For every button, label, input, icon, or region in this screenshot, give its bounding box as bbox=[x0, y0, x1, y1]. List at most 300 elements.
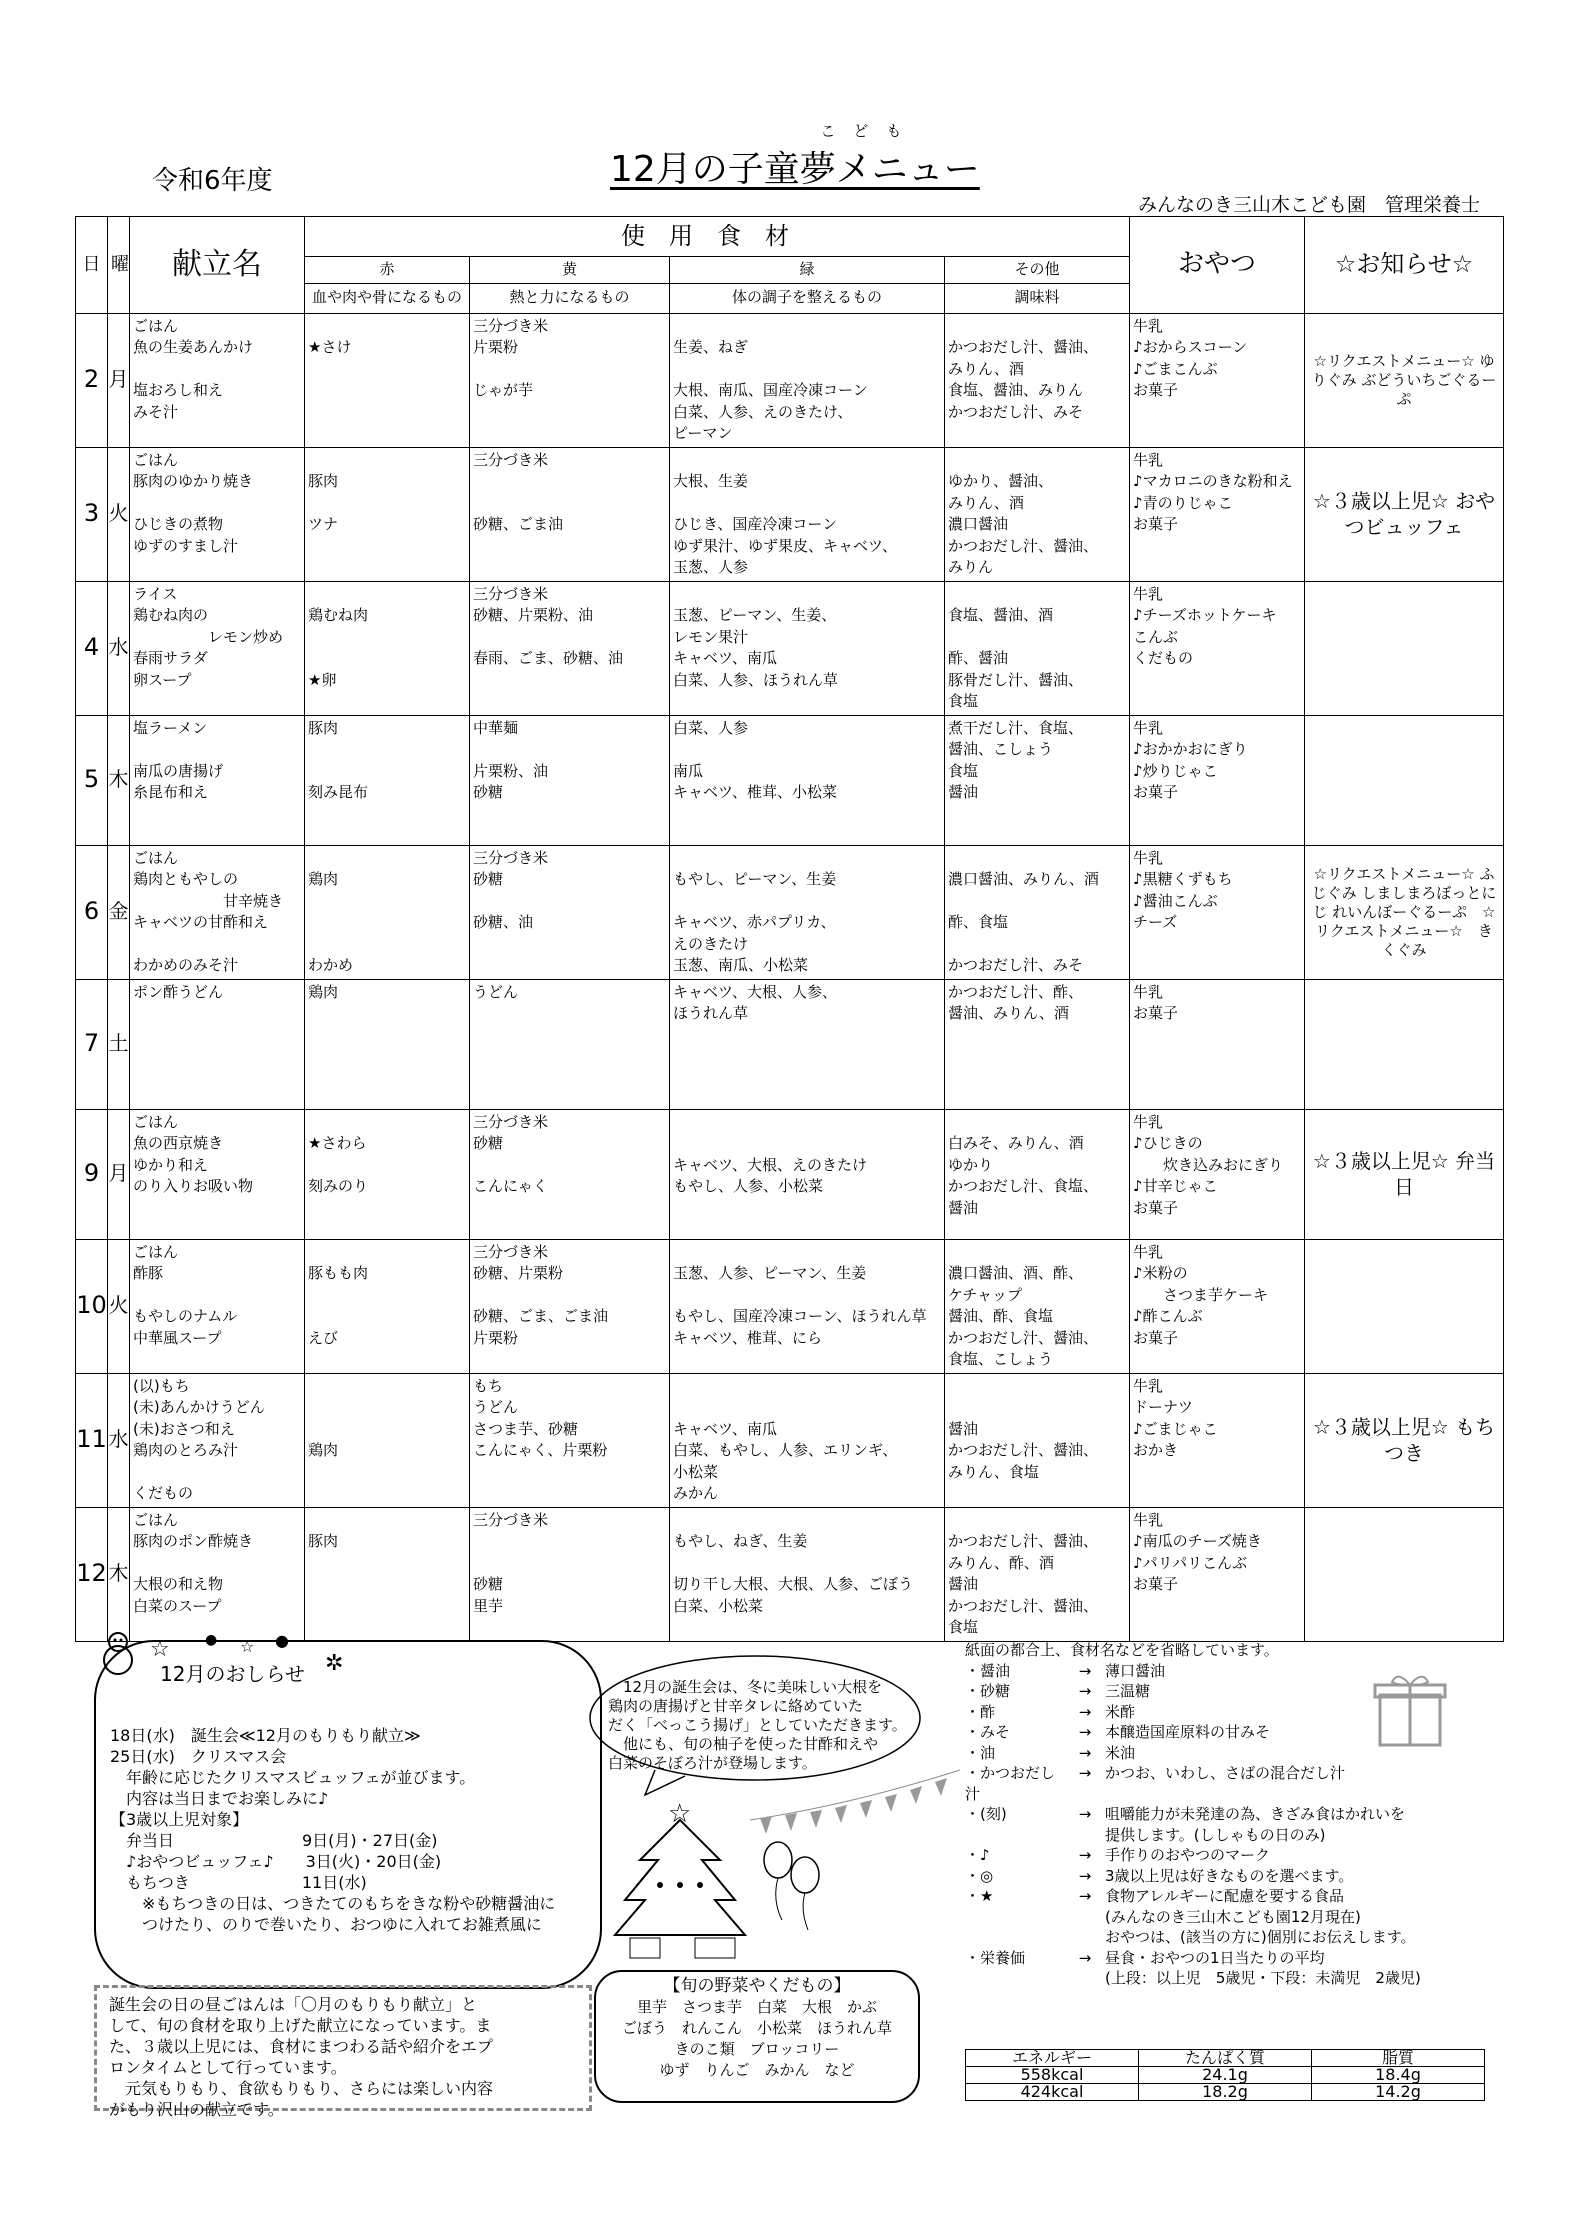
snack-line: 牛乳 bbox=[1133, 450, 1164, 469]
other-line: かつおだし汁、醤油、 bbox=[948, 1328, 1099, 1347]
green-line bbox=[673, 1285, 941, 1307]
menu-line: 大根の和え物 bbox=[133, 1575, 224, 1593]
note-row bbox=[965, 1681, 1421, 1702]
note-row bbox=[965, 1661, 1421, 1682]
other-line: ゆかり、醤油、 bbox=[948, 472, 1054, 490]
green-line bbox=[673, 1510, 941, 1532]
note-row bbox=[965, 1743, 1421, 1764]
menu-line bbox=[133, 739, 301, 761]
menu-line: (未)あんかけうどん bbox=[133, 1398, 265, 1416]
note-row bbox=[965, 1804, 1421, 1825]
red-line bbox=[308, 450, 466, 472]
nutrition-cell: 424kcal bbox=[966, 2084, 1139, 2101]
weekday-cell: 木 bbox=[108, 715, 130, 845]
other-line: 濃口醤油、酒、酢、 bbox=[948, 1264, 1084, 1282]
season-heading: 【旬の野菜やくだもの】 bbox=[663, 1976, 851, 1996]
menu-line: (以)もち bbox=[133, 1376, 190, 1395]
red-line bbox=[308, 1242, 466, 1264]
header-other: その他 bbox=[945, 257, 1130, 284]
season-line: ゆず りんご みかん など bbox=[659, 2061, 855, 2079]
news-lines bbox=[110, 1725, 555, 1935]
green-line: もやし、人参、小松菜 bbox=[673, 1177, 824, 1195]
menu-line: ごはん bbox=[133, 1242, 179, 1261]
yellow-line: 砂糖 bbox=[473, 1575, 504, 1593]
yellow-line: 砂糖、油 bbox=[473, 913, 534, 931]
yellow-line: 里芋 bbox=[473, 1596, 504, 1615]
other-line: 煮干だし汁、食塩、 bbox=[948, 718, 1084, 737]
yellow-line: さつま芋、砂糖 bbox=[473, 1419, 579, 1438]
green-line bbox=[673, 1242, 941, 1264]
red-line bbox=[308, 912, 466, 934]
other-line bbox=[948, 1510, 1126, 1532]
arrow-icon: → bbox=[1078, 1661, 1092, 1680]
season-box bbox=[594, 1970, 920, 2103]
other-line: ケチャップ bbox=[948, 1285, 1022, 1304]
snack-line: 牛乳 bbox=[1133, 316, 1164, 335]
red-line: 豚肉 bbox=[308, 1532, 339, 1550]
red-line bbox=[308, 891, 466, 913]
red-line: 鶏肉 bbox=[308, 982, 339, 1001]
yellow-line: 三分づき米 bbox=[473, 1242, 549, 1261]
green-cell bbox=[670, 1239, 945, 1373]
nutrition-cell: 558kcal bbox=[966, 2067, 1139, 2084]
snack-line: 牛乳 bbox=[1133, 848, 1164, 867]
snack-line: おかき bbox=[1133, 1441, 1179, 1459]
day-cell: 4 bbox=[76, 581, 108, 715]
other-line: 醤油、酢、食塩 bbox=[948, 1307, 1054, 1325]
menu-line: ごはん bbox=[133, 848, 179, 867]
green-line: ゆず果汁、ゆず果皮、キャベツ、 bbox=[673, 536, 897, 555]
menu-line: ごはん bbox=[133, 1112, 179, 1131]
red-line: えび bbox=[308, 1328, 339, 1347]
menu-row bbox=[76, 1239, 1504, 1373]
note-key: ・醤油 bbox=[965, 1661, 1011, 1680]
notice-cell bbox=[1305, 581, 1504, 715]
menu-line: みそ汁 bbox=[133, 402, 179, 421]
lunch-line: して、旬の食材を取り上げた献立になっています。ま bbox=[109, 2016, 492, 2035]
other-cell bbox=[945, 1109, 1130, 1239]
green-line bbox=[673, 1553, 941, 1575]
other-line bbox=[948, 450, 1126, 472]
menu-line: 中華風スープ bbox=[133, 1328, 222, 1347]
snack-line: ♪ごまじゃこ bbox=[1133, 1419, 1218, 1438]
yellow-cell bbox=[470, 1373, 670, 1507]
green-line: 玉葱、ピーマン、生姜、 bbox=[673, 606, 837, 624]
green-line: 南瓜 bbox=[673, 761, 704, 780]
menu-line: 酢豚 bbox=[133, 1264, 164, 1282]
red-line: ★さけ bbox=[308, 338, 352, 356]
nutrition-header: たんぱく質 bbox=[1139, 2050, 1312, 2067]
arrow-icon: → bbox=[1078, 1743, 1092, 1762]
other-cell bbox=[945, 1239, 1130, 1373]
yellow-line bbox=[473, 471, 666, 493]
other-line: 食塩 bbox=[948, 761, 979, 780]
note-row bbox=[965, 1722, 1421, 1743]
red-line: 刻み昆布 bbox=[308, 783, 369, 801]
notice-cell bbox=[1305, 1239, 1504, 1373]
green-cell bbox=[670, 845, 945, 979]
arrow-icon: → bbox=[1078, 1846, 1092, 1864]
other-line: かつおだし汁、醤油、 bbox=[948, 1532, 1099, 1550]
red-line bbox=[308, 1419, 466, 1441]
red-cell bbox=[305, 581, 470, 715]
yellow-cell bbox=[470, 581, 670, 715]
header-day: 日 bbox=[76, 217, 108, 314]
note-key: ・油 bbox=[965, 1743, 996, 1762]
news-line: 弁当日 9日(月)・27日(金) bbox=[110, 1831, 438, 1850]
yellow-cell bbox=[470, 715, 670, 845]
snack-line: 牛乳 bbox=[1133, 1112, 1164, 1131]
menu-line: 糸昆布和え bbox=[133, 783, 209, 801]
day-cell: 7 bbox=[76, 979, 108, 1109]
note-value: 提供します。(ししゃもの日のみ) bbox=[1105, 1825, 1326, 1844]
yellow-line: うどん bbox=[473, 982, 519, 1001]
lunch-note bbox=[94, 1985, 592, 2119]
other-line: 醤油、こしょう bbox=[948, 740, 1054, 758]
green-line bbox=[673, 493, 941, 515]
green-line: ほうれん草 bbox=[673, 1004, 749, 1022]
menu-line: 鶏肉のとろみ汁 bbox=[133, 1441, 239, 1459]
other-line bbox=[948, 584, 1126, 606]
green-line: 白菜、人参 bbox=[673, 718, 749, 737]
notice-cell: ☆３歳以上児☆ 弁当日 bbox=[1305, 1109, 1504, 1239]
menu-row bbox=[76, 715, 1504, 845]
snack-line: お菓子 bbox=[1133, 1575, 1179, 1593]
note-row bbox=[965, 1825, 1421, 1846]
menu-row bbox=[76, 447, 1504, 581]
red-line: 鶏肉 bbox=[308, 870, 339, 888]
weekday-cell: 水 bbox=[108, 1373, 130, 1507]
snack-line: 牛乳 bbox=[1133, 1376, 1164, 1395]
news-line: 年齢に応じたクリスマスビュッフェが並びます。 bbox=[110, 1768, 476, 1787]
other-line: 酢、醤油 bbox=[948, 649, 1009, 667]
nutrition-cell: 18.4g bbox=[1312, 2067, 1485, 2084]
menu-line: 鶏肉ともやしの bbox=[133, 870, 239, 888]
other-line: 食塩、醤油、酒 bbox=[948, 606, 1054, 624]
note-value: かつお、いわし、さばの混合だし汁 bbox=[1105, 1764, 1346, 1782]
menu-line: 白菜のスープ bbox=[133, 1596, 222, 1615]
green-line bbox=[673, 739, 941, 761]
red-line: 刻みのり bbox=[308, 1177, 369, 1195]
header-notice: ☆お知らせ☆ bbox=[1305, 217, 1504, 314]
notice-cell: ☆３歳以上児☆ おやつビュッフェ bbox=[1305, 447, 1504, 581]
green-cell bbox=[670, 313, 945, 447]
note-row bbox=[965, 1845, 1421, 1866]
other-line: 濃口醤油 bbox=[948, 515, 1009, 533]
menu-line: くだもの bbox=[133, 1484, 194, 1502]
header-red-sub: 血や肉や骨になるもの bbox=[305, 283, 470, 313]
menu-row bbox=[76, 845, 1504, 979]
snack-line: お菓子 bbox=[1133, 783, 1179, 801]
menu-line bbox=[133, 359, 301, 381]
other-line: かつおだし汁、醤油、 bbox=[948, 536, 1099, 555]
svg-text:☆: ☆ bbox=[668, 1799, 692, 1829]
red-line bbox=[308, 934, 466, 956]
note-key: ・栄養価 bbox=[965, 1948, 1026, 1967]
note-key: ・♪ bbox=[965, 1846, 990, 1864]
red-line bbox=[308, 739, 466, 761]
red-cell bbox=[305, 313, 470, 447]
notice-cell: ☆３歳以上児☆ もちつき bbox=[1305, 1373, 1504, 1507]
green-line: 小松菜 bbox=[673, 1462, 719, 1481]
menu-line: 豚肉のポン酢焼き bbox=[133, 1532, 254, 1550]
menu-cell bbox=[130, 979, 305, 1109]
green-cell bbox=[670, 1109, 945, 1239]
green-line: キャベツ、椎茸、にら bbox=[673, 1328, 822, 1347]
other-line: かつおだし汁、醤油、 bbox=[948, 338, 1099, 356]
menu-line bbox=[133, 1285, 301, 1307]
nutrition-header: エネルギー bbox=[966, 2050, 1139, 2067]
red-cell bbox=[305, 1507, 470, 1641]
green-line bbox=[673, 316, 941, 338]
menu-line: 甘辛焼き bbox=[133, 891, 284, 910]
snack-line: こんぶ bbox=[1133, 627, 1179, 646]
yellow-line: もち bbox=[473, 1376, 504, 1395]
snack-line: ♪炒りじゃこ bbox=[1133, 761, 1218, 780]
header-snack: おやつ bbox=[1130, 217, 1305, 314]
note-value: 手作りのおやつのマーク bbox=[1105, 1846, 1271, 1864]
snack-line: ♪マカロニのきな粉和え bbox=[1133, 472, 1293, 490]
menu-line: わかめのみそ汁 bbox=[133, 956, 239, 974]
arrow-icon bbox=[1065, 1927, 1105, 1948]
yellow-line: 三分づき米 bbox=[473, 1112, 549, 1131]
snack-cell bbox=[1130, 979, 1305, 1109]
menu-line bbox=[133, 934, 301, 956]
svg-text:●: ● bbox=[205, 1632, 218, 1648]
red-line: 鶏肉 bbox=[308, 1441, 339, 1459]
note-row bbox=[965, 1907, 1421, 1928]
green-line: キャベツ、椎茸、小松菜 bbox=[673, 783, 837, 801]
notes-intro: 紙面の都合上、食材名などを省略しています。 bbox=[965, 1641, 1279, 1659]
header-green-sub: 体の調子を整えるもの bbox=[670, 283, 945, 313]
note-key: ・酢 bbox=[965, 1702, 996, 1721]
arrow-icon: → bbox=[1078, 1948, 1092, 1967]
arrow-icon bbox=[1065, 1968, 1105, 1989]
red-cell bbox=[305, 715, 470, 845]
birthday-line: 白菜のそぼろ汁が登場します。 bbox=[608, 1754, 817, 1772]
menu-row bbox=[76, 581, 1504, 715]
note-key: ・みそ bbox=[965, 1723, 1011, 1741]
red-line bbox=[308, 1397, 466, 1419]
green-line bbox=[673, 848, 941, 870]
green-cell bbox=[670, 581, 945, 715]
birthday-line: 12月の誕生会は、冬に美味しい大根を bbox=[608, 1678, 883, 1696]
green-line: みかん bbox=[673, 1484, 719, 1502]
nutrition-header: 脂質 bbox=[1312, 2050, 1485, 2067]
menu-cell bbox=[130, 715, 305, 845]
notice-cell: ☆リクエストメニュー☆ ゆりぐみ ぶどういちごぐるーぷ bbox=[1305, 313, 1504, 447]
header-yellow: 黄 bbox=[470, 257, 670, 284]
snack-cell bbox=[1130, 1507, 1305, 1641]
yellow-line: 中華麺 bbox=[473, 718, 519, 737]
menu-line: 魚の西京焼き bbox=[133, 1134, 224, 1152]
other-line: かつおだし汁、みそ bbox=[948, 402, 1084, 421]
christmas-tree-icon bbox=[600, 1760, 970, 1960]
snack-line: お菓子 bbox=[1133, 1328, 1179, 1347]
red-line bbox=[308, 761, 466, 783]
notice-cell bbox=[1305, 1507, 1504, 1641]
snack-cell bbox=[1130, 581, 1305, 715]
green-line: 玉葱、人参 bbox=[673, 558, 749, 576]
note-value: 米酢 bbox=[1105, 1702, 1136, 1721]
news-line: ※もちつきの日は、つきたてのもちをきな粉や砂糖醤油に bbox=[110, 1894, 556, 1913]
birthday-note bbox=[608, 1678, 907, 1773]
note-key: ・◎ bbox=[965, 1866, 994, 1885]
note-row bbox=[965, 1927, 1421, 1948]
other-line: みりん bbox=[948, 558, 994, 576]
snack-cell bbox=[1130, 447, 1305, 581]
menu-cell bbox=[130, 845, 305, 979]
green-line bbox=[673, 359, 941, 381]
day-cell: 10 bbox=[76, 1239, 108, 1373]
yellow-line bbox=[473, 1155, 666, 1177]
green-line: 白菜、人参、えのきたけ、 bbox=[673, 402, 853, 421]
yellow-line: うどん bbox=[473, 1398, 519, 1416]
weekday-cell: 月 bbox=[108, 1109, 130, 1239]
menu-cell bbox=[130, 1507, 305, 1641]
lunch-line: 元気もりもり、食欲もりもり、さらには楽しい内容 bbox=[109, 2079, 494, 2098]
snack-cell bbox=[1130, 845, 1305, 979]
arrow-icon: → bbox=[1078, 1682, 1092, 1700]
note-value: 米油 bbox=[1105, 1743, 1136, 1762]
note-value: 三温糖 bbox=[1105, 1682, 1151, 1700]
day-cell: 3 bbox=[76, 447, 108, 581]
snack-line: 牛乳 bbox=[1133, 718, 1164, 737]
yellow-line: 片栗粉 bbox=[473, 338, 519, 356]
snack-line: 牛乳 bbox=[1133, 1242, 1164, 1261]
svg-text:✲: ✲ bbox=[325, 1651, 344, 1676]
other-line: かつおだし汁、みそ bbox=[948, 956, 1084, 974]
note-row bbox=[965, 1866, 1421, 1887]
header-weekday: 曜 bbox=[108, 217, 130, 314]
other-line: 醤油、みりん、酒 bbox=[948, 1004, 1069, 1022]
yellow-line bbox=[473, 359, 666, 381]
menu-row bbox=[76, 979, 1504, 1109]
notice-cell: ☆リクエストメニュー☆ ふじぐみ しましまろぼっとにじ れいんぼーぐるーぷ ☆リクエストメニュー☆ き くぐみ bbox=[1305, 845, 1504, 979]
menu-cell bbox=[130, 1239, 305, 1373]
yellow-line: 三分づき米 bbox=[473, 584, 549, 603]
menu-table bbox=[75, 216, 1504, 1642]
other-line bbox=[948, 934, 1126, 956]
header-yellow-sub: 熱と力になるもの bbox=[470, 283, 670, 313]
green-line: 生姜、ねぎ bbox=[673, 338, 749, 356]
green-cell bbox=[670, 979, 945, 1109]
red-line: わかめ bbox=[308, 956, 354, 974]
yellow-line: 片栗粉 bbox=[473, 1328, 519, 1347]
green-line: 玉葱、南瓜、小松菜 bbox=[673, 956, 809, 974]
menu-cell bbox=[130, 1373, 305, 1507]
snack-cell bbox=[1130, 1239, 1305, 1373]
arrow-icon bbox=[1065, 1825, 1105, 1846]
yellow-line: 砂糖 bbox=[473, 783, 504, 801]
svg-text:●: ● bbox=[275, 1631, 289, 1650]
menu-line: 魚の生姜あんかけ bbox=[133, 338, 254, 356]
other-line: 醤油 bbox=[948, 1575, 979, 1593]
weekday-cell: 火 bbox=[108, 1239, 130, 1373]
other-line: 豚骨だし汁、醤油、 bbox=[948, 670, 1084, 689]
green-line: 白菜、もやし、人参、エリンギ、 bbox=[673, 1441, 898, 1459]
note-value: 薄口醤油 bbox=[1105, 1661, 1166, 1680]
yellow-line: 砂糖 bbox=[473, 1134, 504, 1152]
menu-line: (未)おさつ和え bbox=[133, 1419, 235, 1438]
birthday-line: 鶏肉の唐揚げと甘辛タレに絡めていた bbox=[608, 1697, 864, 1715]
red-line bbox=[308, 627, 466, 649]
menu-body bbox=[76, 313, 1504, 1641]
green-line: キャベツ、南瓜 bbox=[673, 649, 777, 667]
other-line: かつおだし汁、食塩、 bbox=[948, 1177, 1099, 1195]
red-line bbox=[308, 584, 466, 606]
menu-line bbox=[133, 1553, 301, 1575]
nutrition-cell: 14.2g bbox=[1312, 2084, 1485, 2101]
weekday-cell: 木 bbox=[108, 1507, 130, 1641]
note-key bbox=[965, 1907, 1065, 1928]
other-line: ゆかり bbox=[948, 1155, 994, 1174]
menu-line bbox=[133, 1462, 301, 1484]
notes bbox=[965, 1640, 1421, 1989]
green-line: もやし、ねぎ、生姜 bbox=[673, 1532, 808, 1550]
other-line: かつおだし汁、酢、 bbox=[948, 982, 1084, 1001]
yellow-cell bbox=[470, 845, 670, 979]
note-row bbox=[965, 1702, 1421, 1723]
yellow-line: 砂糖、ごま油 bbox=[473, 515, 564, 533]
green-cell bbox=[670, 1507, 945, 1641]
menu-cell bbox=[130, 447, 305, 581]
green-cell bbox=[670, 447, 945, 581]
snack-line: ♪チーズホットケーキ bbox=[1133, 606, 1277, 624]
red-line bbox=[308, 1306, 466, 1328]
red-line: 鶏むね肉 bbox=[308, 606, 369, 624]
yellow-line: 砂糖、ごま、ごま油 bbox=[473, 1307, 609, 1325]
arrow-icon: → bbox=[1078, 1764, 1092, 1782]
menu-line: キャベツの甘酢和え bbox=[133, 913, 269, 931]
red-line bbox=[308, 848, 466, 870]
other-line: 酢、食塩 bbox=[948, 913, 1009, 931]
menu-line: 卵スープ bbox=[133, 670, 192, 689]
menu-cell bbox=[130, 581, 305, 715]
note-row bbox=[965, 1886, 1421, 1907]
news-line: 25日(水) クリスマス会 bbox=[110, 1747, 287, 1766]
green-line: もやし、ピーマン、生姜 bbox=[673, 870, 837, 888]
lunch-line: 誕生会の日の昼ごはんは「〇月のもりもり献立」と bbox=[109, 1995, 478, 2014]
yellow-line bbox=[473, 891, 666, 913]
yellow-line bbox=[473, 1553, 666, 1575]
green-line: えのきたけ bbox=[673, 934, 749, 953]
other-line bbox=[948, 848, 1126, 870]
other-cell bbox=[945, 313, 1130, 447]
day-cell: 12 bbox=[76, 1507, 108, 1641]
yellow-line: 砂糖、片栗粉、油 bbox=[473, 606, 594, 624]
snack-line: ♪パリパリこんぶ bbox=[1133, 1553, 1248, 1572]
snack-line: ♪黒糖くずもち bbox=[1133, 870, 1233, 888]
snack-cell bbox=[1130, 1109, 1305, 1239]
green-line: もやし、国産冷凍コーン、ほうれん草 bbox=[673, 1307, 927, 1325]
green-line bbox=[673, 1397, 941, 1419]
day-cell: 6 bbox=[76, 845, 108, 979]
snack-line: お菓子 bbox=[1133, 1004, 1179, 1022]
note-value: 昼食・おやつの1日当たりの平均 bbox=[1105, 1948, 1325, 1967]
green-line bbox=[673, 450, 941, 472]
red-line bbox=[308, 1112, 466, 1134]
season-line: 里芋 さつま芋 白菜 大根 かぶ bbox=[636, 1998, 877, 2016]
snack-line: 炊き込みおにぎり bbox=[1133, 1155, 1284, 1174]
menu-line: 鶏むね肉の bbox=[133, 606, 209, 624]
note-value: (上段：以上児 5歳児・下段：未満児 2歳児) bbox=[1105, 1969, 1421, 1987]
red-line bbox=[308, 1376, 466, 1398]
other-line: 白みそ、みりん、酒 bbox=[948, 1134, 1084, 1152]
other-line bbox=[948, 627, 1126, 649]
weekday-cell: 月 bbox=[108, 313, 130, 447]
snack-line: くだもの bbox=[1133, 649, 1194, 667]
